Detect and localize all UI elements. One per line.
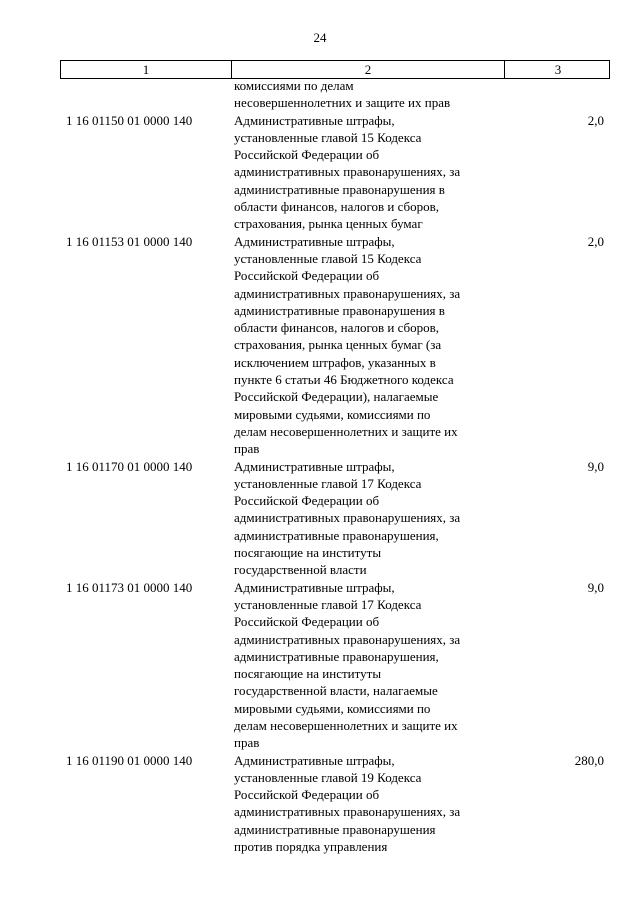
row-value: 2,0 [587,112,604,128]
row-description: комиссиями по делам несовершеннолетних и защите их прав [234,78,451,111]
row-description: Административные штрафы, установленные главой 17 Кодекса Российской Федерации об административных правонарушениях, за административные правонарушения, посягающие на институты государственной власти, налагаемые мировыми судьями, комиссиями по делам несовершеннолетних и защите их прав [234,579,461,751]
budget-table [60,60,610,855]
table-row [60,112,610,233]
row-code: 1 16 01170 01 0000 140 [66,458,193,474]
row-code: 1 16 01153 01 0000 140 [66,233,193,249]
row-code [60,77,230,112]
row-value: 9,0 [587,579,604,595]
table-body [60,77,610,855]
table-row [60,579,610,752]
column-header-3: 3 [504,61,611,78]
row-value: 2,0 [587,233,604,249]
table-row [60,233,610,458]
row-description: Административные штрафы, установленные главой 15 Кодекса Российской Федерации об административных правонарушениях, за административные правонарушения в области финансов, налогов и сборов, страхования, рынка ценных бумаг [234,112,461,232]
row-value: 9,0 [587,458,604,474]
column-header-2: 2 [231,61,504,78]
row-code: 1 16 01150 01 0000 140 [66,112,193,128]
row-code: 1 16 01173 01 0000 140 [66,579,193,595]
table-row [60,752,610,856]
row-code: 1 16 01190 01 0000 140 [66,752,193,768]
table-row [60,458,610,579]
column-header-1: 1 [142,62,150,77]
row-value [503,77,610,112]
row-description: Административные штрафы, установленные главой 15 Кодекса Российской Федерации об административных правонарушениях, за административные правонарушения в области финансов, налогов и сборов, страхования, рынка ценных бумаг (за исключением штрафов, указанных в пункте 6 статьи 46 Бюджетного кодекса Российской Федерации), налагаемые мировыми судьями, комиссиями по делам несовершеннолетних и защите их прав [234,233,461,457]
row-description: Административные штрафы, установленные главой 17 Кодекса Российской Федерации об административных правонарушениях, за административные правонарушения, посягающие на институты государственной власти [234,458,461,578]
row-description: Административные штрафы, установленные главой 19 Кодекса Российской Федерации об административных правонарушениях, за административные правонарушения против порядка управления [234,752,461,855]
page-number: 24 [313,30,327,45]
row-value: 280,0 [574,752,604,768]
table-row [60,77,610,112]
